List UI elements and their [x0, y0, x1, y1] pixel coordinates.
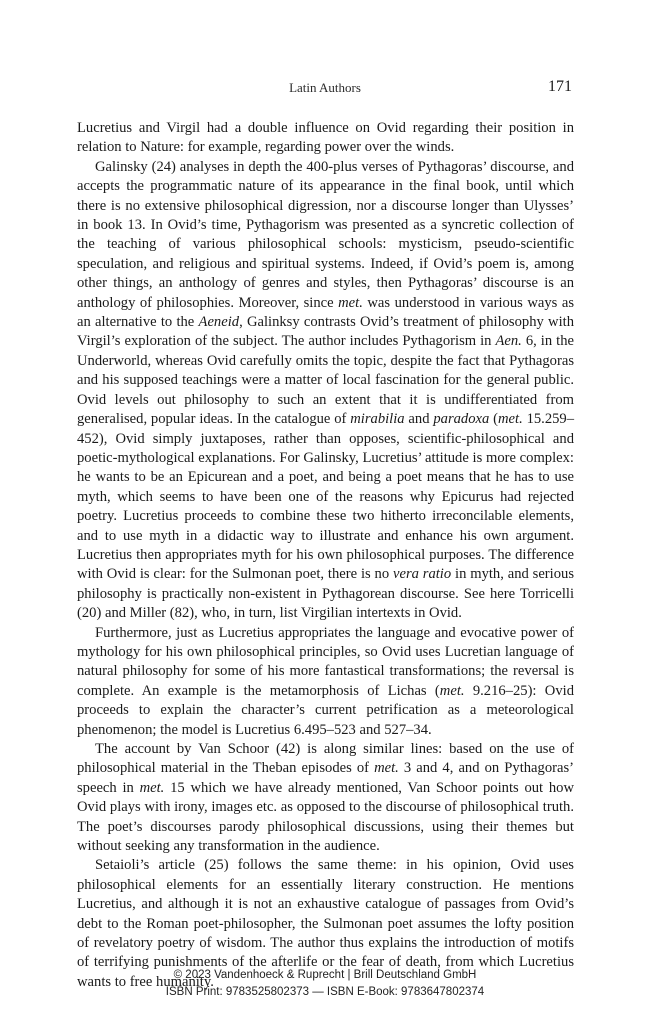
italic-text: mirabilia — [350, 411, 405, 428]
text-run: 15.259–452), Ovid simply juxtaposes, rather than opposes, scientific-philosophical and poetic-mythological explanations. For Galinsky, Lucretius’ attitude is more complex: he wants to be an Epicurean and a poet, and being a poet means that he has to use myth, which seems to have been one of the reasons why Epicurus had rejected poetry. Lucretius proceeds to combine these two hitherto irreconcilable elements, and to use myth in a didactic way to illustrate and enhance his own argument. Lucretius then appropriates myth for his own philosophical purposes. The difference with Ovid is clear: for the Sulmonan poet, there is no — [77, 411, 575, 583]
text-run: was understood in various ways as an alternative to the — [77, 294, 574, 331]
paragraph — [77, 119, 574, 158]
text-run: Lucretius and Virgil had a double influence on Ovid regarding their position in relation to Nature: for example, regarding power over the winds. — [77, 120, 574, 156]
page-header — [0, 80, 650, 102]
text-run: 3 and 4, and on Pythagoras’ speech in — [77, 760, 574, 796]
italic-text: met. — [498, 411, 523, 428]
text-run: 15 which we have already mentioned, Van Schoor points out how Ovid plays with irony, images etc. as opposed to the discourse of philosophical truth. The poet’s discourses parody philosophical discussions, using their themes but without seeking any transformation in the audience. — [77, 779, 574, 855]
text-run: The account by Van Schoor (42) is along similar lines: based on the use of philosophical material in the Theban episodes of — [77, 741, 574, 777]
copyright-line: © 2023 Vandenhoeck & Ruprecht | Brill Deutschland GmbH — [173, 969, 477, 981]
text-run: Setaioli’s article (25) follows the same theme: in his opinion, Ovid uses philosophical elements for an essentially literary construction. He mentions Lucretius, and although it is not an exhaustive catalogue of passages from Ovid’s debt to the Roman poet-philosopher, the Sulmonan poet assumes the lofty position of revelatory poetry of wisdom. The author thus explains the introduction of motifs of terrifying punishments of the afterlife or the fear of death, from which Lucretius wants to free humanity. — [77, 857, 574, 990]
isbn-line: ISBN Print: 9783525802373 — ISBN E-Book: 9783647802374 — [165, 985, 485, 998]
text-run: Furthermore, just as Lucretius appropriates the language and evocative power of mythology for his own philosophical principles, so Ovid uses Lucretian language of natural philosophy for some of his more fantastical transformations; the reversal is complete. An example is the metamorphosis of Lichas ( — [77, 624, 574, 699]
italic-text: Aen. — [495, 333, 522, 350]
text-run: 9.216–25): Ovid proceeds to explain the character’s current petrification as a meteorological phenomenon; the model is Lucretius 6.495–523 and 527–34. — [77, 682, 574, 738]
text-run: Galinsky (24) analyses in depth the 400-plus verses of Pythagoras’ discourse, and accepts the programmatic nature of its appearance in the final book, until which there is no extensive philosophical digression, nor a discourse longer than Ulysses’ in book 13. In Ovid’s time, Pythagorism was presented as a syncretic collection of the teaching of various philosophical schools: mysticism, pseudo-scientific speculation, and religious and spiritual systems. Indeed, if Ovid’s poem is, among other things, an anthology of genres and styles, then Pythagoras’ discourse is an anthology of philosophies. Moreover, since — [77, 158, 574, 311]
italic-text: met. — [439, 682, 465, 699]
italic-text: Aeneid — [198, 314, 240, 331]
italic-text: vera ratio — [392, 566, 452, 583]
text-run: in myth, and serious philosophy is practically non-existent in Pythagorean discourse. See here Torricelli (20) and Miller (82), who, in turn, list Virgilian intertexts in Ovid. — [77, 566, 574, 622]
text-run: , Galinksy contrasts Ovid’s treatment of philosophy with Virgil’s exploration of the subject. The author includes Pythagorism in — [77, 314, 574, 350]
running-head: Latin Authors — [289, 80, 361, 95]
paragraph — [77, 624, 574, 740]
italic-text: met. — [338, 294, 363, 311]
text-run: 6, in the Underworld, whereas Ovid carefully omits the topic, despite the fact that Pythagoras and his supposed teachings were a matter of local fascination for the general public. Ovid levels out philosophy to such an extent that it is undifferentiated from generalised, popular ideas. In the catalogue of — [77, 333, 574, 428]
italic-text: paradoxa — [433, 411, 490, 428]
text-run: ( — [489, 411, 498, 428]
paragraph — [77, 158, 574, 624]
italic-text: met. — [139, 779, 165, 796]
body-text — [77, 119, 574, 992]
page-number: 171 — [548, 78, 572, 95]
page-footer — [0, 967, 650, 1000]
italic-text: met. — [374, 760, 399, 777]
text-run: and — [404, 411, 434, 428]
paragraph — [77, 740, 574, 856]
